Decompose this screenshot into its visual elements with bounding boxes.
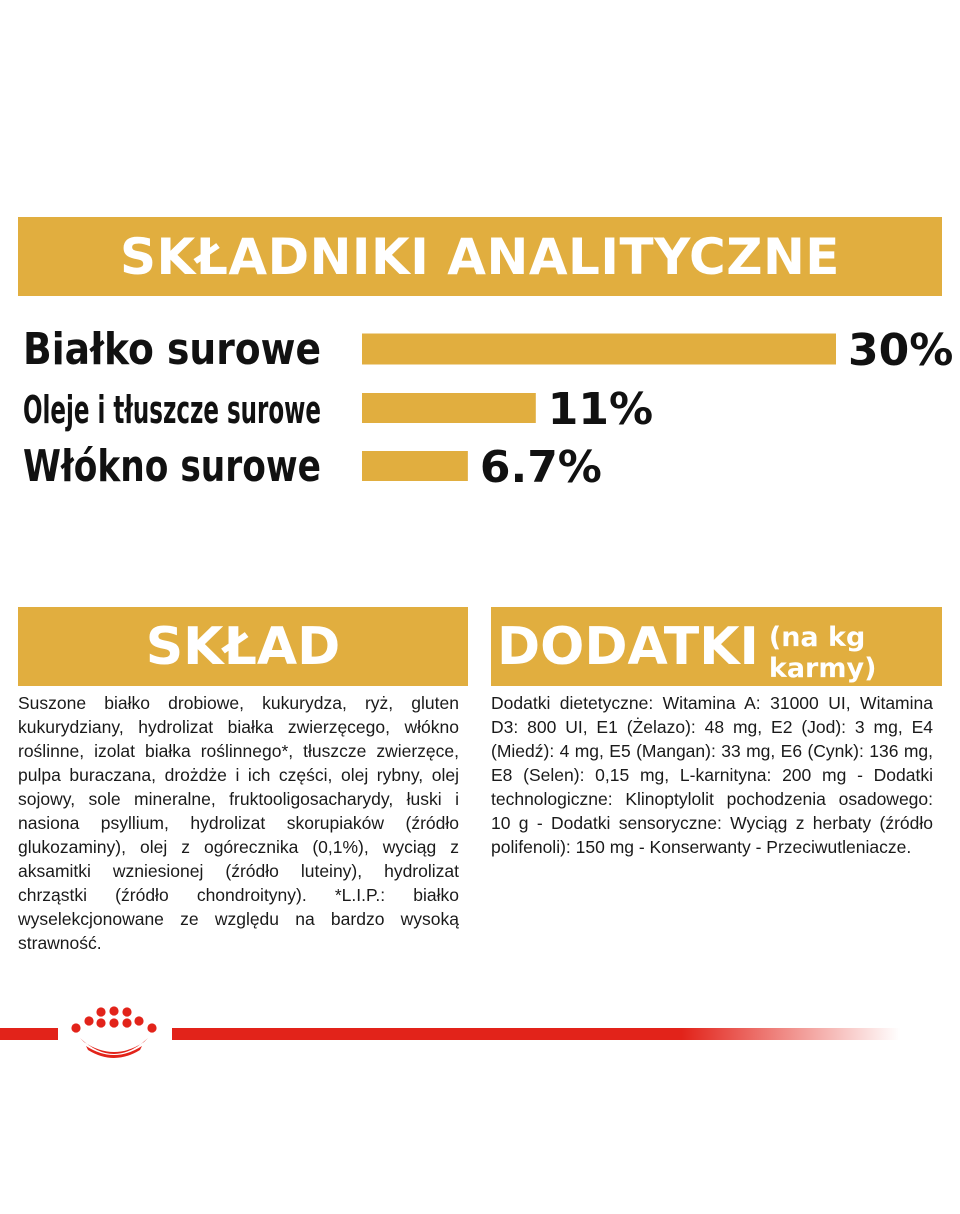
chart-value-label: 11% [547, 384, 654, 435]
dodatki-text: Dodatki dietetyczne: Witamina A: 31000 UI, Witamina D3: 800 UI, E1 (Żelazo): 48 mg, E2 (Jod): 3 mg, E4 (Miedź): 4 mg, E5 (Mangan): 33 mg, E6 (Cynk): 136 mg, E8 (Selen): 0,15 mg, L-karnityna: 200 mg - Dodatki technologiczne: Klinoptylolit pochodzenia osadowego: 10 g - Dodatki sensoryczne: Wyciąg z herbaty (źródło polifenoli): 150 mg - Konserwanty - Przeciwutleniacze. [491, 693, 933, 857]
footer-brand-line [0, 998, 960, 1068]
sklad-text: Suszone białko drobiowe, kukurydza, ryż, gluten kukurydziany, hydrolizat białka zwierzęcego, włókno roślinne, izolat białka roślinnego*, tłuszcze zwierzęce, pulpa buraczana, drożdże i ich części, olej rybny, olej sojowy, sole mineralne, fruktooligosacharydy, łuski i nasiona psyllium, hydrolizat skorupiaków (źródło glukozaminy), olej z ogórecznika (0,1%), wyciąg z aksamitki wzniesionej (źródło luteiny), hydrolizat chrząstki (źródło chondroityny). *L.I.P.: białko wyselekcjonowane ze względu na bardzo wysoką strawność. [18, 693, 459, 953]
chart-bar [362, 393, 536, 423]
dodatki-heading-band [491, 607, 942, 686]
chart-value-label: 6.7% [479, 442, 602, 493]
analytic-heading: SKŁADNIKI ANALITYCZNE [120, 227, 840, 286]
dodatki-heading: DODATKI [497, 616, 759, 677]
chart-value-label: 30% [848, 325, 954, 376]
dodatki-subheading: (na kg karmy) [768, 621, 877, 684]
chart-bar [362, 334, 836, 365]
analytic-bar-chart [0, 310, 960, 500]
chart-category-label: Włókno surowe [23, 441, 321, 492]
chart-category-label: Białko surowe [23, 324, 321, 375]
analytic-heading-band [18, 217, 942, 296]
brand-line-left [0, 1028, 58, 1040]
sklad-heading-band [18, 607, 468, 686]
chart-category-label: Oleje i tłuszcze surowe [23, 388, 321, 432]
chart-bar [362, 451, 468, 481]
royal-canin-crown-icon [71, 1006, 156, 1058]
brand-line-right [172, 1028, 900, 1040]
sklad-heading: SKŁAD [145, 616, 341, 677]
